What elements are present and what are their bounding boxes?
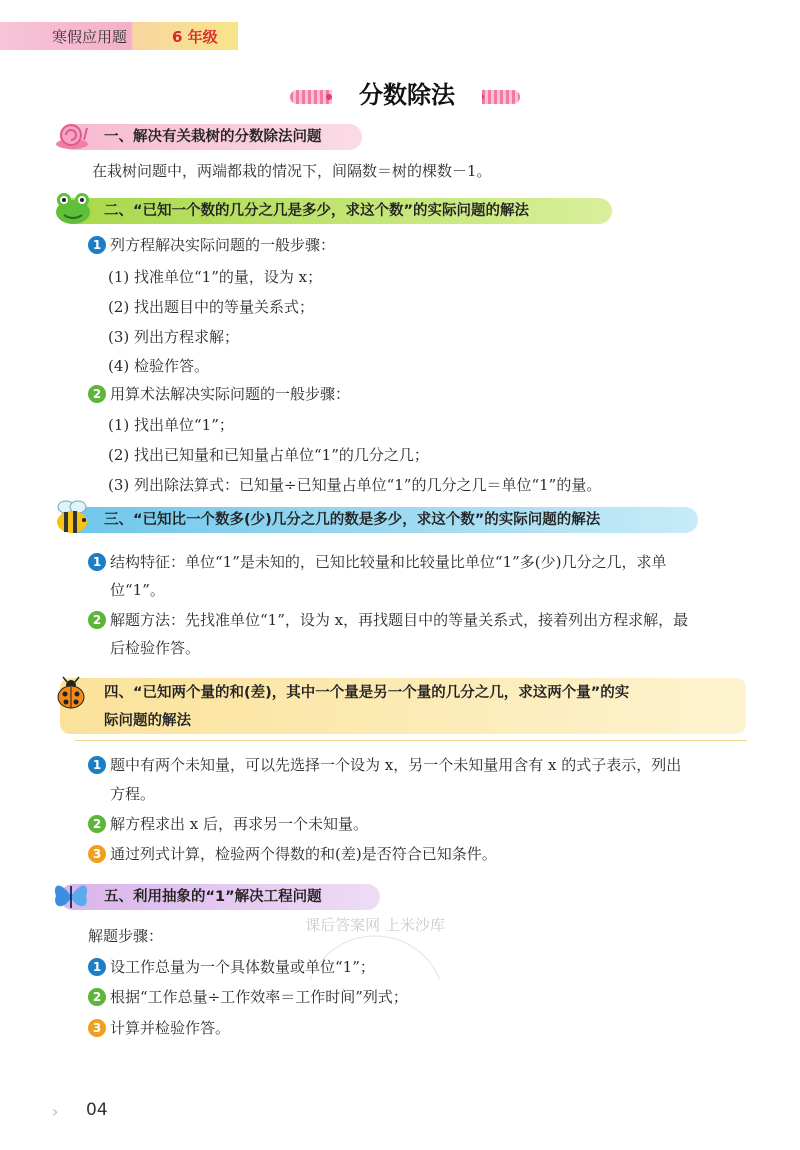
s5-intro: 解题步骤： — [88, 927, 164, 945]
s3-p2-number: 2 — [88, 611, 106, 629]
s5-p2-text: 根据“工作总量÷工作效率＝工作时间”列式； — [110, 988, 408, 1006]
section-1-heading: 一、解决有关栽树的分数除法问题 — [104, 129, 322, 145]
section-4-banner — [60, 678, 746, 734]
s3-p1-line2: 位“1”。 — [110, 581, 165, 599]
page-title-banner — [290, 78, 520, 112]
s1-text: 在栽树问题中，两端都栽的情况下，间隔数＝树的棵数－1。 — [92, 162, 492, 180]
section-2-banner — [60, 198, 612, 224]
s4-p1-number: 1 — [88, 756, 106, 774]
s2-p2-step: (2) 找出已知量和已知量占单位“1”的几分之几； — [108, 446, 429, 464]
watermark-text: 课后答案网 上米沙库 — [305, 916, 445, 934]
s2-p1-step: (2) 找出题目中的等量关系式； — [108, 298, 315, 316]
frog-icon — [54, 190, 92, 226]
snail-icon — [54, 118, 90, 152]
s4-p1-line2: 方程。 — [110, 785, 156, 803]
s3-p2-line1: 解题方法：先找准单位“1”，设为 x，再找题目中的等量关系式，接着列出方程求解，最 — [110, 611, 689, 629]
s4-p2-number: 2 — [88, 815, 106, 833]
s3-p1-line1: 结构特征：单位“1”是未知的，已知比较量和比较量比单位“1”多(少)几分之几，求单 — [110, 553, 667, 571]
section-4-heading-line1: 四、“已知两个量的和(差)，其中一个量是另一个量的几分之几，求这两个量”的实 — [104, 685, 630, 701]
s5-p1-number: 1 — [88, 958, 106, 976]
s3-p1-number: 1 — [88, 553, 106, 571]
butterfly-icon — [52, 878, 90, 914]
chevron-right-icon: › — [52, 1102, 59, 1121]
s3-p2-line2: 后检验作答。 — [110, 639, 201, 657]
s5-p3-text: 计算并检验作答。 — [110, 1019, 231, 1037]
bee-icon — [52, 499, 92, 537]
s4-p3-text: 通过列式计算，检验两个得数的和(差)是否符合已知条件。 — [110, 845, 497, 863]
s5-p1-text: 设工作总量为一个具体数量或单位“1”； — [110, 958, 375, 976]
section-4-divider — [75, 740, 747, 741]
s2-p1-step: (4) 检验作答。 — [108, 357, 210, 375]
s2-p2-step: (3) 列出除法算式：已知量÷已知量占单位“1”的几分之几＝单位“1”的量。 — [108, 476, 602, 494]
ladybug-icon — [54, 676, 88, 710]
page-title: 分数除法 — [332, 78, 482, 112]
section-3-banner — [60, 507, 698, 533]
s2-p2-text: 用算术法解决实际问题的一般步骤： — [110, 385, 351, 403]
s2-p1-text: 列方程解决实际问题的一般步骤： — [110, 236, 336, 254]
s2-p1-step: (1) 找准单位“1”的量，设为 x； — [108, 268, 323, 286]
s2-p1-step: (3) 列出方程求解； — [108, 328, 240, 346]
s5-p3-number: 3 — [88, 1019, 106, 1037]
s2-p1-number: 1 — [88, 236, 106, 254]
s4-p3-number: 3 — [88, 845, 106, 863]
s4-p2-text: 解方程求出 x 后，再求另一个未知量。 — [110, 815, 368, 833]
watermark-stamp — [290, 870, 460, 1000]
grade-label: 6 年级 — [172, 28, 218, 46]
s2-p2-number: 2 — [88, 385, 106, 403]
section-3-heading: 三、“已知比一个数多(少)几分之几的数是多少，求这个数”的实际问题的解法 — [104, 512, 601, 528]
book-title: 寒假应用题 — [52, 28, 128, 46]
section-4-heading-line2: 际问题的解法 — [104, 713, 191, 729]
s2-p2-step: (1) 找出单位“1”； — [108, 416, 234, 434]
s5-p2-number: 2 — [88, 988, 106, 1006]
s4-p1-line1: 题中有两个未知量，可以先选择一个设为 x，另一个未知量用含有 x 的式子表示，列出 — [110, 756, 682, 774]
section-5-heading: 五、利用抽象的“1”解决工程问题 — [104, 889, 322, 905]
section-2-heading: 二、“已知一个数的几分之几是多少，求这个数”的实际问题的解法 — [104, 203, 530, 219]
section-1-banner — [60, 124, 362, 150]
page-number: 04 — [86, 1100, 108, 1120]
